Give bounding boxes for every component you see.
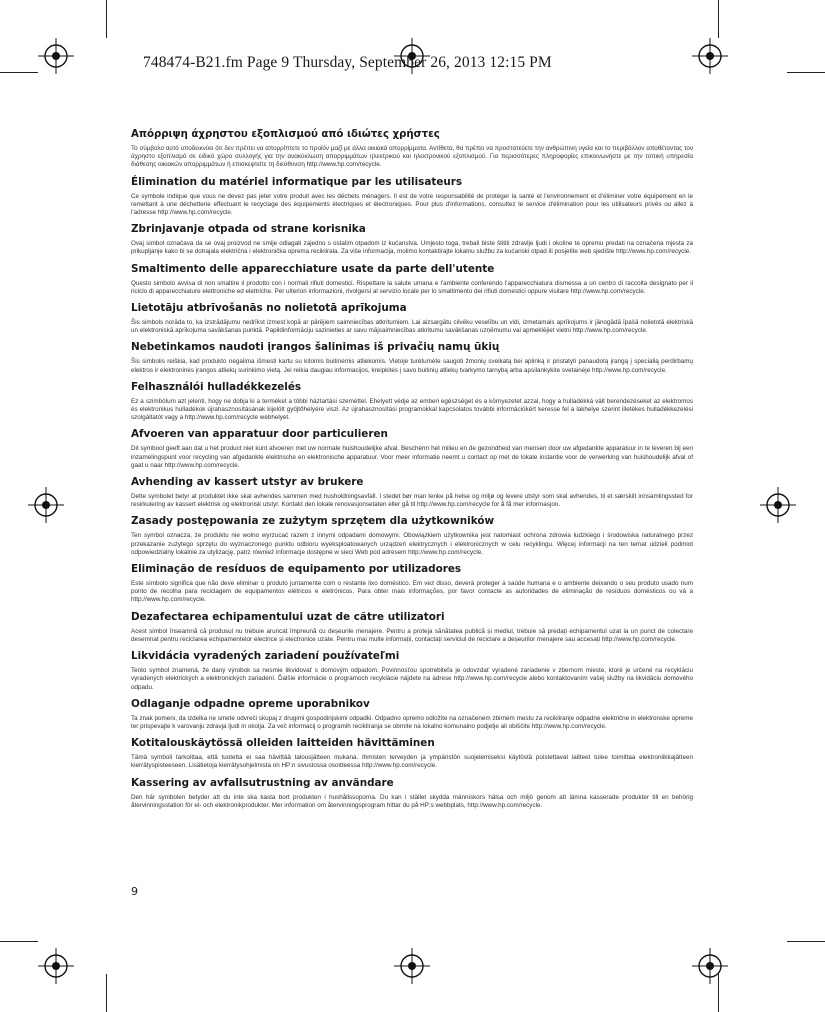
section-romanian — [131, 611, 693, 644]
section-title: Dezafectarea echipamentului uzat de către utilizatori — [131, 610, 445, 623]
section-norwegian — [131, 476, 693, 509]
section-title: Kassering av avfallsutrustning av användare — [131, 776, 394, 789]
section-title: Likvidácia vyradených zariadení používateľmi — [131, 650, 400, 663]
document-body — [131, 128, 693, 816]
section-slovak — [131, 650, 693, 692]
section-body: Dette symbolet betyr at produktet ikke skal avhendes sammen med husholdningsavfall. I stedet bør man tenke på helse og miljø og levere utstyr som skal avhendes, til et særskilt innsamlingssted for resirkulering av kassert elektrisk og elektronisk utstyr. Kontakt den lokale renovasjonsetaten eller gå til http://www.hp.com/recycle for å få mer informasjon. — [131, 493, 693, 509]
section-body: Ta znak pomeni, da izdelka ne smete odvreči skupaj z drugimi gospodinjskimi odpadki. Odpadno opremo odložite na označenem zbirnem mestu za recikliranje odpadne električne in elektronske opreme ter prispevajte k varovanju zdravja ljudi in okolja. Za več informacij o programih recikliranja se obrnite na lokalno komunalno podjetje ali obiščite http://www.hp.com/recycle. — [131, 714, 693, 730]
section-body: Šis simbolis reiškia, kad produkto negalima išmesti kartu su kitomis buitinėmis atliekomis. Vietoje turėtumėte saugoti žmonių sveikatą bei aplinką ir pristatyti panaudotą įrangą į specialią perdirbamų elektros ir elektroninės įrangos atliekų surinkimo vietą. Jei reikia daugiau informacijos, kreipkitės į savo buitinių atliekų tvarkymo tarnybą arba apsilankykite svetainėje http://www.hp.com/recycle. — [131, 358, 693, 374]
section-body: Tento symbol znamená, že daný výrobok sa nesmie likvidovať s domovým odpadom. Povinnosťou spotrebiteľa je odovzdať vyradené zariadenie v zbernom mieste, ktoré je určené na recykláciu vyradených elektrických a elektronických zariadení. Ďalšie informácie o programoch recyklácie nájdete na adrese http://www.hp.com/recycle alebo kontaktovaním vašej služby na likvidáciu domového odpadu. — [131, 667, 693, 691]
section-title: Απόρριψη άχρηστου εξοπλισμού από ιδιώτες χρήστες — [131, 129, 440, 140]
section-finnish — [131, 737, 693, 770]
section-french — [131, 176, 693, 218]
section-dutch — [131, 428, 693, 470]
section-body: Tämä symboli tarkoittaa, että tuotetta ei saa hävittää talousjätteen mukana. Ihmisten terveyden ja ympäristön suojelemiseksi käytöstä poistettavat laitteet tulee toimittaa elektroniikkajätteen kierrätyspisteeseen. Lisätietoja kierrätysohjelmista on HP:n sivustossa osoitteessa http://www.hp.com/recycle. — [131, 754, 693, 770]
section-title: Lietotāju atbrīvošanās no nolietotā aprīkojuma — [131, 302, 407, 315]
section-title: Zasady postępowania ze zużytym sprzętem dla użytkowników — [131, 515, 495, 528]
crop-line — [106, 0, 107, 38]
section-polish — [131, 515, 693, 557]
crop-line — [787, 72, 825, 73]
registration-mark-bottom-center-icon — [394, 948, 430, 984]
crop-line — [787, 941, 825, 942]
section-title: Avhending av kassert utstyr av brukere — [131, 476, 364, 489]
section-italian — [131, 263, 693, 296]
section-lithuanian — [131, 341, 693, 374]
section-body: Ce symbole indique que vous ne devez pas jeter votre produit avec les déchets ménagers. Il est de votre responsabilité de protéger la santé et l'environnement et d'éliminer votre équipement en le remettant à une déchetterie effectuant le recyclage des équipements électriques et électroniques. Pour plus d'informations, consultez le service d'élimination pour les utilisateurs privés ou allez à l'adresse http://www.hp.com/recycle. — [131, 192, 693, 217]
registration-mark-middle-right-icon — [760, 487, 796, 523]
page-number: 9 — [131, 885, 138, 898]
section-body: Dit symbool geeft aan dat u het product niet kunt afvoeren met uw normale huishoudelijke afval. Bescherm het milieu en de gezondheid van mensen door uw afgedankte apparatuur in te leveren bij een inzamelingspunt voor recycling van afgedankte elektrische en elektronische apparatuur. Voor meer informatie neemt u contact op met de lokale instantie voor de verwerking van huishoudelijk afval of gaat u naar http://www.hp.com/recycle. — [131, 445, 693, 469]
registration-mark-bottom-left-icon — [38, 948, 74, 984]
section-title: Afvoeren van apparatuur door particulieren — [131, 428, 388, 441]
section-title: Odlaganje odpadne opreme uporabnikov — [131, 697, 370, 710]
section-body: Questo simbolo avvisa di non smaltire il prodotto con i normali rifiuti domestici. Rispettare la salute umana e l'ambiente conferendo l'apparecchiatura dismessa a un centro di raccolta designato per il riciclo di apparecchiature elettroniche ed elettriche. Per ulteriori informazioni, rivolgersi al servizio locale per lo smaltimento dei rifiuti domestici oppure visitare http://www.hp.com/recycle. — [131, 279, 693, 295]
section-latvian — [131, 302, 693, 335]
section-body: Šis simbols norāda to, ka izstrādājumu nedrīkst izmest kopā ar pārējiem saimniecības atkritumiem. Lai aizsargātu cilvēku veselību un vidi, izmetamais aprīkojums ir jānogādā īpašā nolietotā elektriskā un elektroniskā aprīkojuma savākšanas punktā. Papildinformāciju sazinieties ar savu mājsaimniecības atkritumu savākšanas uzņēmumu vai apmeklējiet vietni http://www.hp.com/recycle. — [131, 319, 693, 335]
section-swedish — [131, 777, 693, 810]
registration-mark-middle-left-icon — [28, 487, 64, 523]
section-body: Το σύμβολο αυτό υποδεικνύει ότι δεν πρέπει να απορρίπτετε το προϊόν μαζί με άλλα οικιακά απορρίμματα. Αντίθετα, θα πρέπει να προστατεύετε την ανθρώπινη υγεία και το περιβάλλον αποθέτοντας τον άχρηστο εξοπλισμό σε ειδικό χώρο συλλογής για την ανακύκλωση απορριμμάτων ηλεκτρικού και ηλεκτρονικού εξοπλισμού. Για περισσότερες πληροφορίες επικοινωνήστε με την τοπική υπηρεσία διάθεσης οικιακών απορριμμάτων ή επισκεφτείτε τη διεύθυνση http://www.hp.com/recycle. — [131, 145, 693, 169]
section-body: Acest simbol înseamnă că produsul nu trebuie aruncat împreună cu deșeurile menajere. Pentru a proteja sănătatea publică și mediul, trebuie să predați echipamentul uzat la un punct de colectare desemnat pentru reciclarea echipamentelor electrice și electronice uzate. Pentru mai multe informații, contactați serviciul de reciclare a deșeurilor menajere sau accesați http://www.hp.com/recycle. — [131, 627, 693, 643]
crop-line — [718, 0, 719, 38]
section-body: Ez a szimbólum azt jelenti, hogy ne dobja ki a terméket a többi háztartási szeméttel. Ehelyett védje az emberi egészséget és a környezetet azzal, hogy a hulladékká vált berendezéseket az elektromos és elektronikus hulladékok újrahasznosításának kijelölt gyűjtőhelyére viszi. Az újrahasznosítási programokkal kapcsolatos további információkért keresse fel a lakhelye szerint illetékes hulladékkezelési szolgáltatót vagy a http://www.hp.com/recycle webhelyet. — [131, 397, 693, 422]
section-hungarian — [131, 381, 693, 423]
section-greek — [131, 128, 693, 170]
crop-line — [0, 941, 38, 942]
crop-line — [0, 72, 38, 73]
section-title: Nebetinkamos naudoti įrangos šalinimas iš privačių namų ūkių — [131, 341, 500, 354]
registration-mark-bottom-right-icon — [692, 948, 728, 984]
section-body: Den här symbolen betyder att du inte ska kasta bort produkten i hushållssoporna. Du kan i stället skydda människors hälsa och miljö genom att lämna kasserade produkter till en behörig återvinningsstation för el- och elektronikprodukter. Mer information om återvinningsprogram hittar du på HP:s webbplats, http://www.hp.com/recycle. — [131, 793, 693, 809]
section-title: Smaltimento delle apparecchiature usate da parte dell'utente — [131, 262, 495, 275]
section-title: Kotitalouskäytössä olleiden laitteiden hävittäminen — [131, 737, 435, 750]
section-portuguese — [131, 563, 693, 605]
section-title: Élimination du matériel informatique par les utilisateurs — [131, 175, 463, 188]
section-croatian — [131, 223, 693, 256]
section-body: Ten symbol oznacza, że produktu nie wolno wyrzucać razem z innymi odpadami domowymi. Obowiązkiem użytkownika jest natomiast ochrona zdrowia ludzkiego i środowiska naturalnego przez przekazanie zużytego sprzętu do wyznaczonego punktu odbioru wyeksploatowanych urządzeń elektrycznych i elektronicznych w celu recyklingu. Więcej informacji na ten temat udzieli podmiot odpowiedzialny lokalnie za utylizację, patrz również informacje dostępne w sieci Web pod adresem http://www.hp.com/recycle. — [131, 532, 693, 556]
crop-line — [718, 974, 719, 1012]
section-title: Zbrinjavanje otpada od strane korisnika — [131, 223, 366, 236]
section-slovenian — [131, 698, 693, 731]
running-head: 748474-B21.fm Page 9 Thursday, September 26, 2013 12:15 PM — [143, 54, 552, 71]
section-title: Felhasználói hulladékkezelés — [131, 380, 302, 393]
section-body: Este símbolo significa que não deve eliminar o produto juntamente com o restante lixo doméstico. Em vez disso, deverá proteger a saúde humana e o ambiente deixando o seu produto usado num ponto de recolha para reciclagem de equipamentos elétricos e eletrónicos. Para obter mais informações, por favor contacte as autoridades de eliminação de resíduos domésticos ou vá a http://www.hp.com/recycle. — [131, 580, 693, 604]
crop-line — [106, 974, 107, 1012]
registration-mark-top-right-icon — [692, 38, 728, 74]
section-body: Ovaj simbol označava da se ovaj proizvod ne smije odlagati zajedno s ostalim otpadom iz kućanstva. Umjesto toga, trebali biste štititi zdravlje ljudi i okoline te opremu predati na označena mjesta za prikupljanje kako bi se dotrajala električna i elektronička oprema reciklirala. Za više informacija, molimo kontaktirajte lokalnu službu za kućanski otpad ili posjetite web sjedište http://www.hp.com/recycle. — [131, 240, 693, 256]
section-title: Eliminação de resíduos de equipamento por utilizadores — [131, 563, 462, 576]
registration-mark-top-left-icon — [38, 38, 74, 74]
